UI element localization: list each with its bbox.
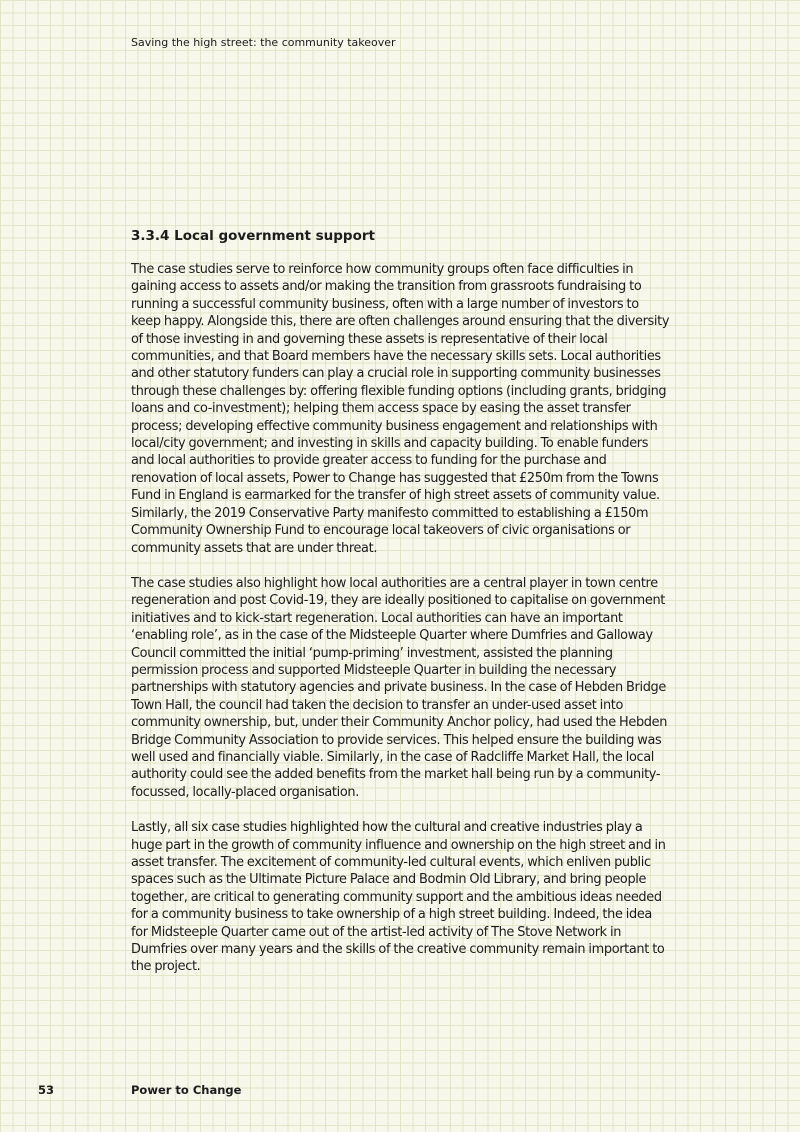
body-paragraph-1: The case studies serve to reinforce how community groups often face difficulties in gaining access to assets and/or making the transition from grassroots fundraising to running a successful community business, often with a large number of investors to keep happy. Alongside this, there are often challenges around ensuring that the diversity of those investing in and governing these assets is representative of their local communities, and that Board members have the necessary skills sets. Local authorities and other statutory funders can play a crucial role in supporting community businesses through these challenges by: offering flexible funding options (including grants, bridging loans and co-investment); helping them access space by easing the asset transfer process; developing effective community business engagement and relationships with local/city government; and investing in skills and capacity building. To enable funders and local authorities to provide greater access to funding for the purchase and renovation of local assets, Power to Change has suggested that £250m from the Towns Fund in England is earmarked for the transfer of high street assets of community value. Similarly, the 2019 Conservative Party manifesto committed to establishing a £150m Community Ownership Fund to encourage local takeovers of civic organisations or community assets that are under threat.	[131, 262, 670, 556]
footer-organisation: Power to Change	[131, 1083, 242, 1097]
section-local-government-support	[131, 227, 671, 994]
page-number: 53	[38, 1083, 55, 1097]
body-paragraph-3: Lastly, all six case studies highlighted how the cultural and creative industries play a huge part in the growth of community influence and ownership on the high street and in asset transfer. The excitement of community-led cultural events, which enliven public spaces such as the Ultimate Picture Palace and Bodmin Old Library, and bring people together, are critical to generating community support and the ambitious ideas needed for a community business to take ownership of a high street building. Indeed, the idea for Midsteeple Quarter came out of the artist-led activity of The Stove Network in Dumfries over many years and the skills of the creative community remain important to the project.	[131, 820, 666, 975]
running-header: Saving the high street: the community takeover	[131, 36, 396, 49]
body-paragraph-2: The case studies also highlight how local authorities are a central player in town centre regeneration and post Covid-19, they are ideally positioned to capitalise on government initiatives and to kick-start regeneration. Local authorities can have an important ‘enabling role’, as in the case of the Midsteeple Quarter where Dumfries and Galloway Council committed the initial ‘pump-priming’ investment, assisted the planning permission process and supported Midsteeple Quarter in building the necessary partnerships with statutory agencies and private business. In the case of Hebden Bridge Town Hall, the council had taken the decision to transfer an under-used asset into community ownership, but, under their Community Anchor policy, had used the Hebden Bridge Community Association to provide services. This helped ensure the building was well used and financially viable. Similarly, in the case of Radcliffe Market Hall, the local authority could see the added benefits from the market hall being run by a community-focussed, locally-placed organisation.	[131, 575, 668, 800]
section-heading: 3.3.4 Local government support	[131, 228, 375, 244]
